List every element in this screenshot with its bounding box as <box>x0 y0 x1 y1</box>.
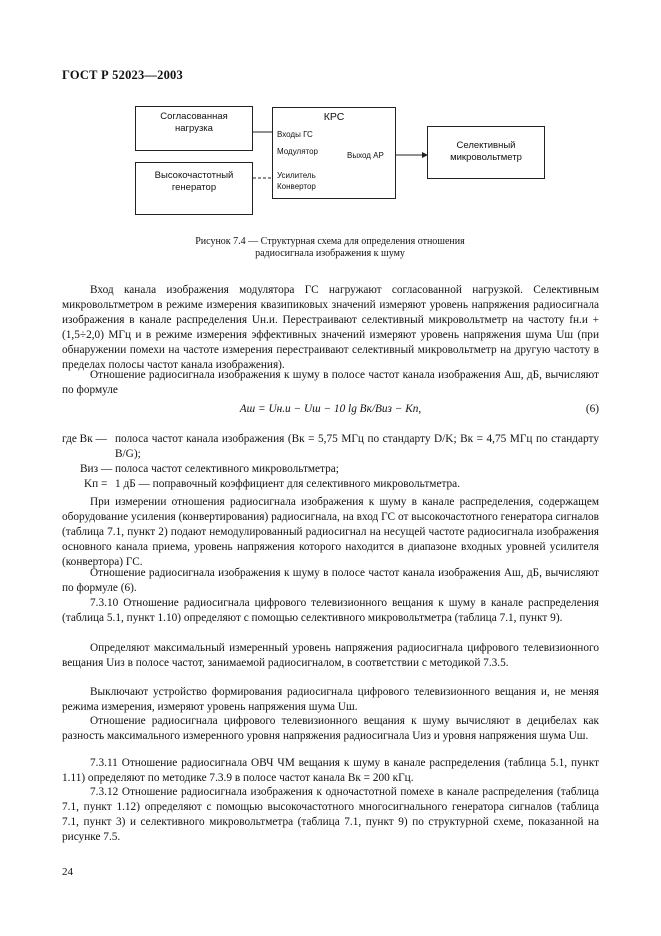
paragraph-1: Вход канала изображения модулятора ГС нагружают согласованной нагрузкой. Селективным микровольтметром в режиме измерения квазипиковых значений измеряют уровень напряжения радиосигнала изображения в канале распределения Uн.и. Перестраивают селективный микровольтметр на частоту fн.и + (1,5÷2,0) МГц и в режиме измерения эффективных значений измеряют уровень напряжения шума Uш (при обнаружении помехи на частоте измерения перестраивают селективный микровольтметр на другую частоту в пределах полосы частот канала изображения). <box>62 284 599 371</box>
krs-amplifier-label: Усилитель <box>277 171 316 180</box>
paragraph-3: При измерении отношения радиосигнала изображения к шуму в канале распределения, содержащем оборудование усиления (конвертирования) радиосигнала, на вход ГС от высокочастотного генератора сигналов (таблица 7.1, пункт 2) подают немодулированный радиосигнал на несущей частоте радиосигнала изображения основного канала приема, уровень напряжения которого находится в диапазоне входных уровней усилителя (конвертора) ГС. <box>62 496 599 568</box>
hf-generator-label: Высокочастотный генератор <box>154 170 234 193</box>
voltmeter-label: Селективный микровольтметр <box>450 140 522 163</box>
page-number: 24 <box>62 866 73 878</box>
paragraph-7: Выключают устройство формирования радиосигнала цифрового телевизионного вещания и, не меняя режима измерения, измеряют уровень напряжения шума Uш. <box>62 686 599 713</box>
definition-biz-text: полоса частот селективного микровольтметра; <box>115 463 339 475</box>
definition-biz-symbol: Bиз — <box>80 463 113 475</box>
krs-modulator-label: Модулятор <box>277 147 318 156</box>
definition-bk-text: полоса частот канала изображения (Bк = 5,75 МГц по стандарту D/K; Bк = 4,75 МГц по стандарту B/G); <box>115 433 599 460</box>
krs-inputs-label: Входы ГС <box>277 130 313 139</box>
equation-text: Aш = Uн.и − Uш − 10 lg Bк/Bиз − Kп, <box>239 403 422 415</box>
definition-kp-text: 1 дБ — поправочный коэффициент для селективного микровольтметра. <box>115 478 461 490</box>
paragraph-8: Отношение радиосигнала цифрового телевизионного вещания к шуму вычисляют в децибелах как разность максимального измеренного уровня напряжения радиосигнала Uиз и уровня напряжения шума Uш. <box>62 715 599 742</box>
definition-bk-symbol: где Bк — <box>62 433 107 445</box>
paragraph-4: Отношение радиосигнала изображения к шуму в полосе частот канала изображения Aш, дБ, вычисляют по формуле (6). <box>62 567 599 594</box>
krs-output-label: Выход АР <box>347 151 384 160</box>
paragraph-9: 7.3.11 Отношение радиосигнала ОВЧ ЧМ вещания к шуму в канале распределения (таблица 5.1, пункт 1.11) определяют по методике 7.3.9 в полосе частот канала Bк = 200 кГц. <box>62 757 599 784</box>
caption-line-1: Рисунок 7.4 — Структурная схема для определения отношения <box>195 236 465 247</box>
paragraph-5: 7.3.10 Отношение радиосигнала цифрового телевизионного вещания к шуму в канале распределения (таблица 5.1, пункт 1.10) определяют с помощью селективного микровольтметра (таблица 7.1, пункт 9). <box>62 597 599 624</box>
definition-kp-symbol: Kп = <box>84 478 108 490</box>
paragraph-6: Определяют максимальный измеренный уровень напряжения радиосигнала цифрового телевизионного вещания Uиз в полосе частот, занимаемой радиосигналом, в соответствии с методикой 7.3.5. <box>62 642 599 669</box>
figure-caption <box>120 236 540 260</box>
caption-line-2: радиосигнала изображения к шуму <box>255 248 405 259</box>
equation-number: (6) <box>585 403 599 415</box>
krs-converter-label: Конвертор <box>277 182 316 191</box>
matched-load-label: Согласованная нагрузка <box>160 111 228 134</box>
document-header: ГОСТ Р 52023—2003 <box>62 68 183 82</box>
paragraph-2: Отношение радиосигнала изображения к шуму в полосе частот канала изображения Aш, дБ, вычисляют по формуле <box>62 369 599 396</box>
paragraph-10: 7.3.12 Отношение радиосигнала изображения к одночастотной помехе в канале распределения (таблица 7.1, пункт 1.12) определяют с помощью высокочастотного многосигнального генератора сигналов (таблица 7.1, пункт 3) и селективного микровольтметра (таблица 7.1, пункт 9) по структурной схеме, показанной на рисунке 7.5. <box>62 786 599 843</box>
krs-title: КРС <box>323 111 345 123</box>
equation-6 <box>62 402 599 417</box>
